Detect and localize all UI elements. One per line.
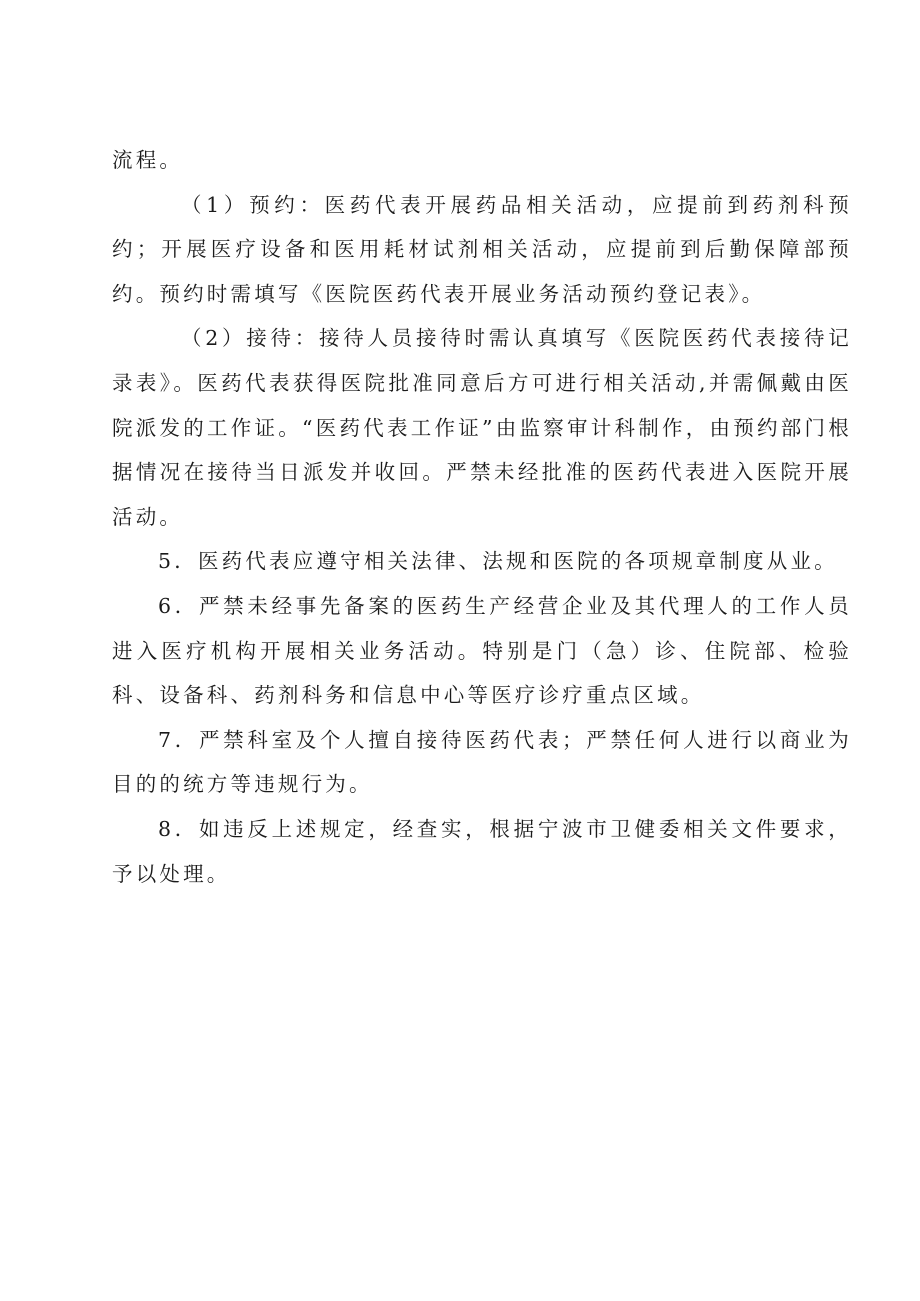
paragraph-item-8: 8．如违反上述规定，经查实，根据宁波市卫健委相关文件要求，予以处理。 (112, 816, 852, 886)
paragraph-item-5: 5．医药代表应遵守相关法律、法规和医院的各项规章制度从业。 (158, 549, 838, 574)
paragraph-continuation: 流程。 (112, 148, 184, 172)
paragraph-item-6: 6．严禁未经事先备案的医药生产经营企业及其代理人的工作人员进入医疗机构开展相关业务活动。特别是门（急）诊、住院部、检验科、设备科、药剂科务和信息中心等医疗诊疗重点区域。 (112, 593, 852, 708)
paragraph-appointment: （1）预约：医药代表开展药品相关活动，应提前到药剂科预约；开展医疗设备和医用耗材试剂相关活动，应提前到后勤保障部预约。预约时需填写《医院医药代表开展业务活动预约登记表》。 (112, 192, 852, 306)
document-body (112, 138, 852, 896)
paragraph-item-7: 7．严禁科室及个人擅自接待医药代表；严禁任何人进行以商业为目的的统方等违规行为。 (112, 727, 852, 797)
paragraph-reception: （2）接待：接待人员接待时需认真填写《医院医药代表接待记录表》。医药代表获得医院批准同意后方可进行相关活动,并需佩戴由医院派发的工作证。“医药代表工作证”由监察审计科制作，由预约部门根据情况在接待当日派发并收回。严禁未经批准的医药代表进入医院开展活动。 (112, 326, 852, 529)
